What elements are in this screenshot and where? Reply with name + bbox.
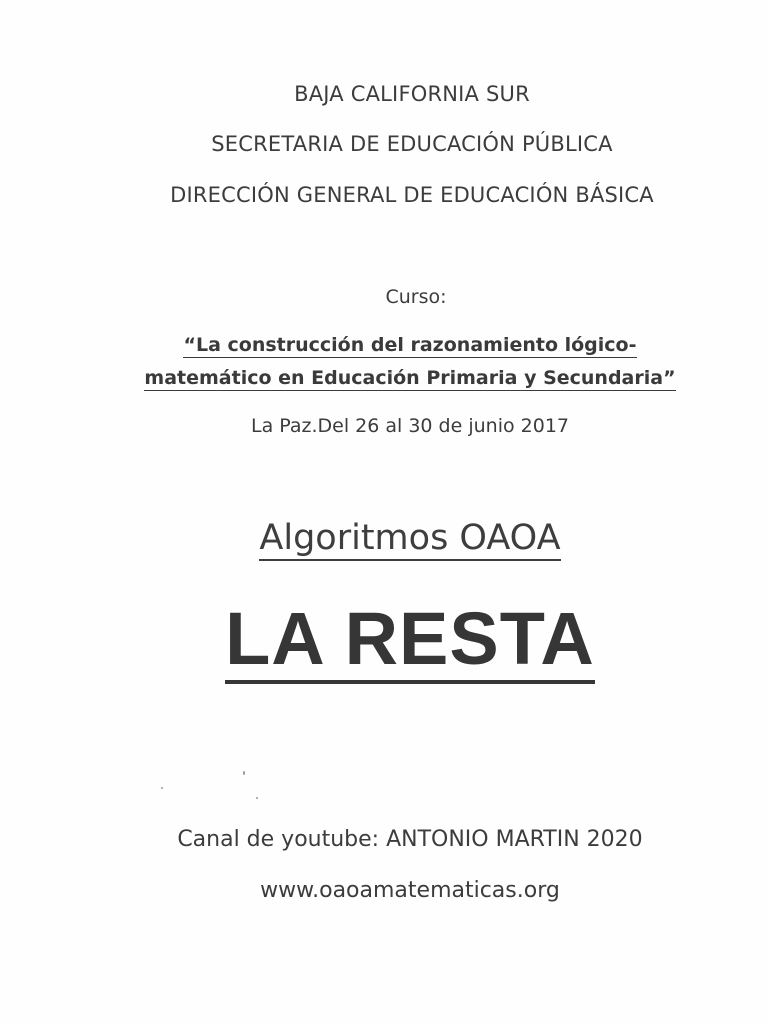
scan-speck (243, 771, 245, 775)
scan-speck (256, 797, 258, 799)
subtitle (26, 518, 768, 558)
youtube-channel: Canal de youtube: ANTONIO MARTIN 2020 (177, 827, 643, 852)
course-title-line-1 (26, 334, 768, 356)
header-secretariat: SECRETARIA DE EDUCACIÓN PÚBLICA (211, 132, 613, 156)
course-title-line-1-text: “La construcción del razonamiento lógico- (183, 334, 637, 356)
course-title-line-2-text: matemático en Educación Primaria y Secundaria” (144, 367, 676, 389)
course-dates: La Paz.Del 26 al 30 de junio 2017 (250, 415, 569, 437)
scan-speck (161, 787, 163, 789)
header-state: BAJA CALIFORNIA SUR (294, 82, 530, 106)
website-url: www.oaoamatematicas.org (260, 878, 560, 903)
main-title-text: LA RESTA (225, 597, 595, 684)
main-title (26, 596, 768, 681)
subtitle-text: Algoritmos OAOA (259, 518, 560, 561)
course-title-line-2 (26, 367, 768, 389)
header-directorate: DIRECCIÓN GENERAL DE EDUCACIÓN BÁSICA (170, 183, 654, 207)
course-label: Curso: (385, 286, 447, 308)
